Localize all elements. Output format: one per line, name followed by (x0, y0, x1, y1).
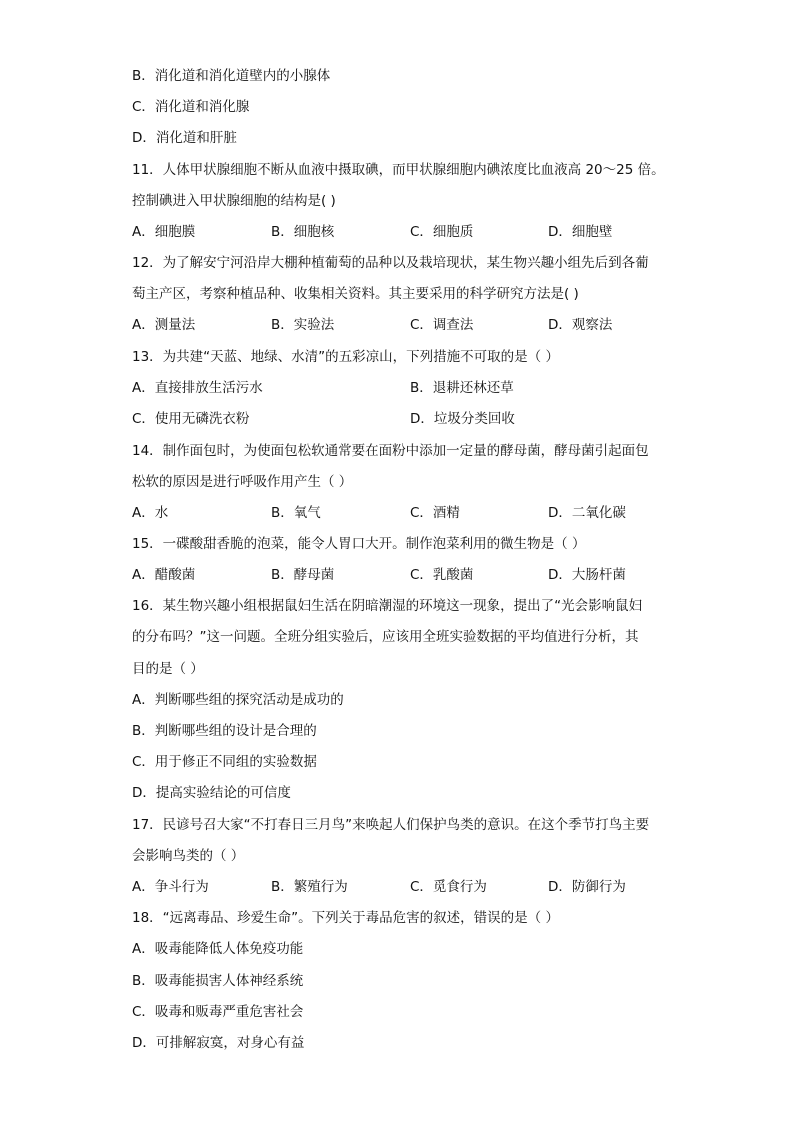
option-text: A．测量法 (132, 317, 196, 333)
option-text: D．消化道和肝脏 (132, 130, 237, 146)
option-text: D．垃圾分类回收 (410, 411, 515, 427)
question-stem: 目的是（ ） (132, 661, 204, 677)
option-text: A．判断哪些组的探究活动是成功的 (132, 692, 344, 708)
question-stem: 的分布吗？”这一问题。全班分组实验后，应该用全班实验数据的平均值进行分析，其 (132, 629, 639, 645)
option-text: C．细胞质 (410, 224, 474, 240)
option-text: D．观察法 (548, 317, 613, 333)
option-text: C．用于修正不同组的实验数据 (132, 754, 317, 770)
option-text: A．醋酸菌 (132, 567, 196, 583)
question-stem: 控制碘进入甲状腺细胞的结构是( ) (132, 193, 336, 209)
option-text: B．实验法 (271, 317, 335, 333)
question-stem: 松软的原因是进行呼吸作用产生（ ） (132, 474, 353, 490)
question-stem: 14．制作面包时，为使面包松软通常要在面粉中添加一定量的酵母菌，酵母菌引起面包 (132, 443, 649, 459)
option-text: D．大肠杆菌 (548, 567, 626, 583)
option-text: B．繁殖行为 (271, 879, 348, 895)
option-text: C．使用无磷洗衣粉 (132, 411, 250, 427)
question-stem: 17．民谚号召大家“不打春日三月鸟”来唤起人们保护鸟类的意识。在这个季节打鸟主要 (132, 817, 650, 833)
option-text: A．水 (132, 505, 169, 521)
option-text: B．吸毒能损害人体神经系统 (132, 973, 304, 989)
question-stem: 16．某生物兴趣小组根据鼠妇生活在阴暗潮湿的环境这一现象，提出了“光会影响鼠妇 (132, 598, 643, 614)
option-text: B．消化道和消化道壁内的小腺体 (132, 68, 331, 84)
option-text: D．二氧化碳 (548, 505, 626, 521)
option-text: A．争斗行为 (132, 879, 209, 895)
option-text: B．细胞核 (271, 224, 335, 240)
option-text: D．防御行为 (548, 879, 626, 895)
question-stem: 萄主产区，考察种植品种、收集相关资料。其主要采用的科学研究方法是( ) (132, 286, 579, 302)
option-text: A．吸毒能降低人体免疫功能 (132, 941, 304, 957)
option-text: B．退耕还林还草 (410, 380, 514, 396)
option-text: C．调查法 (410, 317, 474, 333)
option-text: D．可排解寂寞，对身心有益 (132, 1035, 305, 1051)
option-text: A．直接排放生活污水 (132, 380, 263, 396)
question-stem: 会影响鸟类的（ ） (132, 848, 245, 864)
option-text: C．乳酸菌 (410, 567, 474, 583)
option-text: C．吸毒和贩毒严重危害社会 (132, 1004, 304, 1020)
option-text: C．酒精 (410, 505, 460, 521)
option-text: C．消化道和消化腺 (132, 99, 250, 115)
option-text: B．酵母菌 (271, 567, 335, 583)
option-text: B．氧气 (271, 505, 321, 521)
option-text: A．细胞膜 (132, 224, 196, 240)
option-text: D．提高实验结论的可信度 (132, 785, 291, 801)
option-text: B．判断哪些组的设计是合理的 (132, 723, 317, 739)
question-stem: 12．为了解安宁河沿岸大棚种植葡萄的品种以及栽培现状，某生物兴趣小组先后到各葡 (132, 255, 649, 271)
option-text: C．觅食行为 (410, 879, 487, 895)
question-stem: 18．“远离毒品、珍爱生命”。下列关于毒品危害的叙述，错误的是（ ） (132, 910, 559, 926)
question-stem: 15．一碟酸甜香脆的泡菜，能令人胃口大开。制作泡菜利用的微生物是（ ） (132, 536, 586, 552)
question-stem: 11．人体甲状腺细胞不断从血液中摄取碘，而甲状腺细胞内碘浓度比血液高 20～25 倍。 (132, 162, 665, 178)
question-stem: 13．为共建“天蓝、地绿、水清”的五彩凉山，下列措施不可取的是（ ） (132, 349, 559, 365)
option-text: D．细胞壁 (548, 224, 613, 240)
